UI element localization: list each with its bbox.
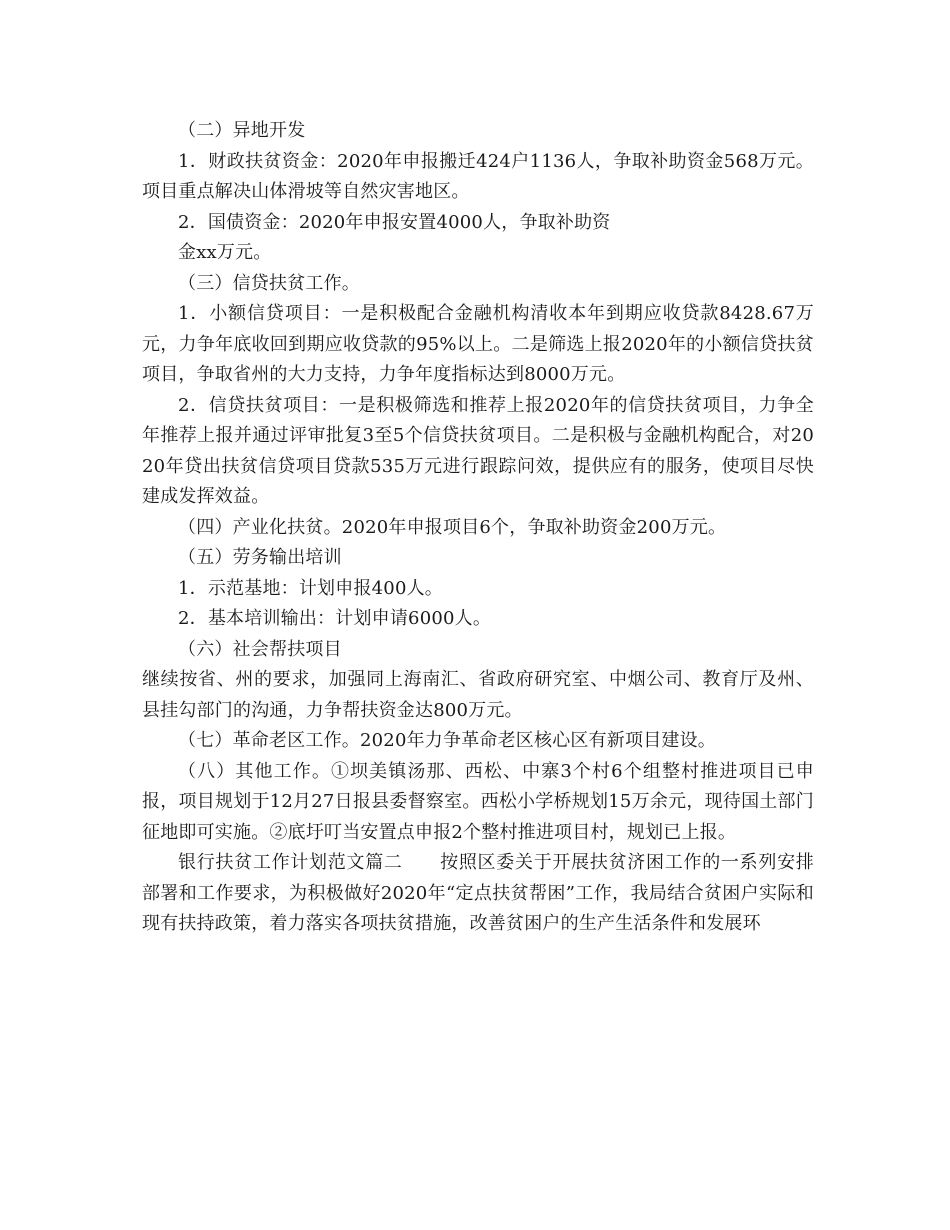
paragraph: 1．示范基地：计划申报400人。 xyxy=(178,577,444,599)
paragraph: 2．基本培训输出：计划申请6000人。 xyxy=(178,608,492,629)
section-heading-8: （八）其他工作。①坝美镇汤那、西松、中寨3个村6个组整村推进项目已申报，项目规划于12月27日报县委督察室。西松小学桥规划15万余元，现待国土部门征地即可实施。②底圩叮当安置点申报2个整村推进项目村，规划已上报。 xyxy=(142,760,814,843)
document-body xyxy=(142,116,814,940)
section-heading-4: （四）产业化扶贫。2020年申报项目6个，争取补助资金200万元。 xyxy=(178,516,727,538)
section-heading-2: （二）异地开发 xyxy=(178,120,306,141)
paragraph: 继续按省、州的要求，加强同上海南汇、省政府研究室、中烟公司、教育厅及州、县挂勾部门的沟通，力争帮扶资金达800万元。 xyxy=(142,669,814,721)
section-heading-5: （五）劳务输出培训 xyxy=(178,547,342,568)
paragraph: 金xx万元。 xyxy=(178,242,272,263)
section-heading-6: （六）社会帮扶项目 xyxy=(178,638,342,660)
paragraph: 2．国债资金：2020年申报安置4000人，争取补助资 xyxy=(178,211,611,233)
paragraph: 银行扶贫工作计划范文篇二 按照区委关于开展扶贫济困工作的一系列安排部署和工作要求，为积极做好2020年“定点扶贫帮困”工作，我局结合贫困户实际和现有扶持政策，着力落实各项扶贫措施，改善贫困户的生产生活条件和发展环 xyxy=(142,852,814,934)
paragraph: 2．信贷扶贫项目：一是积极筛选和推荐上报2020年的信贷扶贫项目，力争全年推荐上报并通过评审批复3至5个信贷扶贫项目。二是积极与金融机构配合，对2020年贷出扶贫信贷项目贷款535万元进行跟踪问效，提供应有的服务，使项目尽快建成发挥效益。 xyxy=(142,394,814,507)
section-heading-3: （三）信贷扶贫工作。 xyxy=(178,272,360,294)
paragraph: 1．财政扶贫资金：2020年申报搬迁424户1136人，争取补助资金568万元。项目重点解决山体滑坡等自然灾害地区。 xyxy=(142,150,814,202)
section-heading-7: （七）革命老区工作。2020年力争革命老区核心区有新项目建设。 xyxy=(178,730,717,751)
paragraph: 1．小额信贷项目：一是积极配合金融机构清收本年到期应收贷款8428.67万元，力争年底收回到期应收贷款的95%以上。二是筛选上报2020年的小额信贷扶贫项目，争取省州的大力支持，力争年度指标达到8000万元。 xyxy=(142,303,814,385)
